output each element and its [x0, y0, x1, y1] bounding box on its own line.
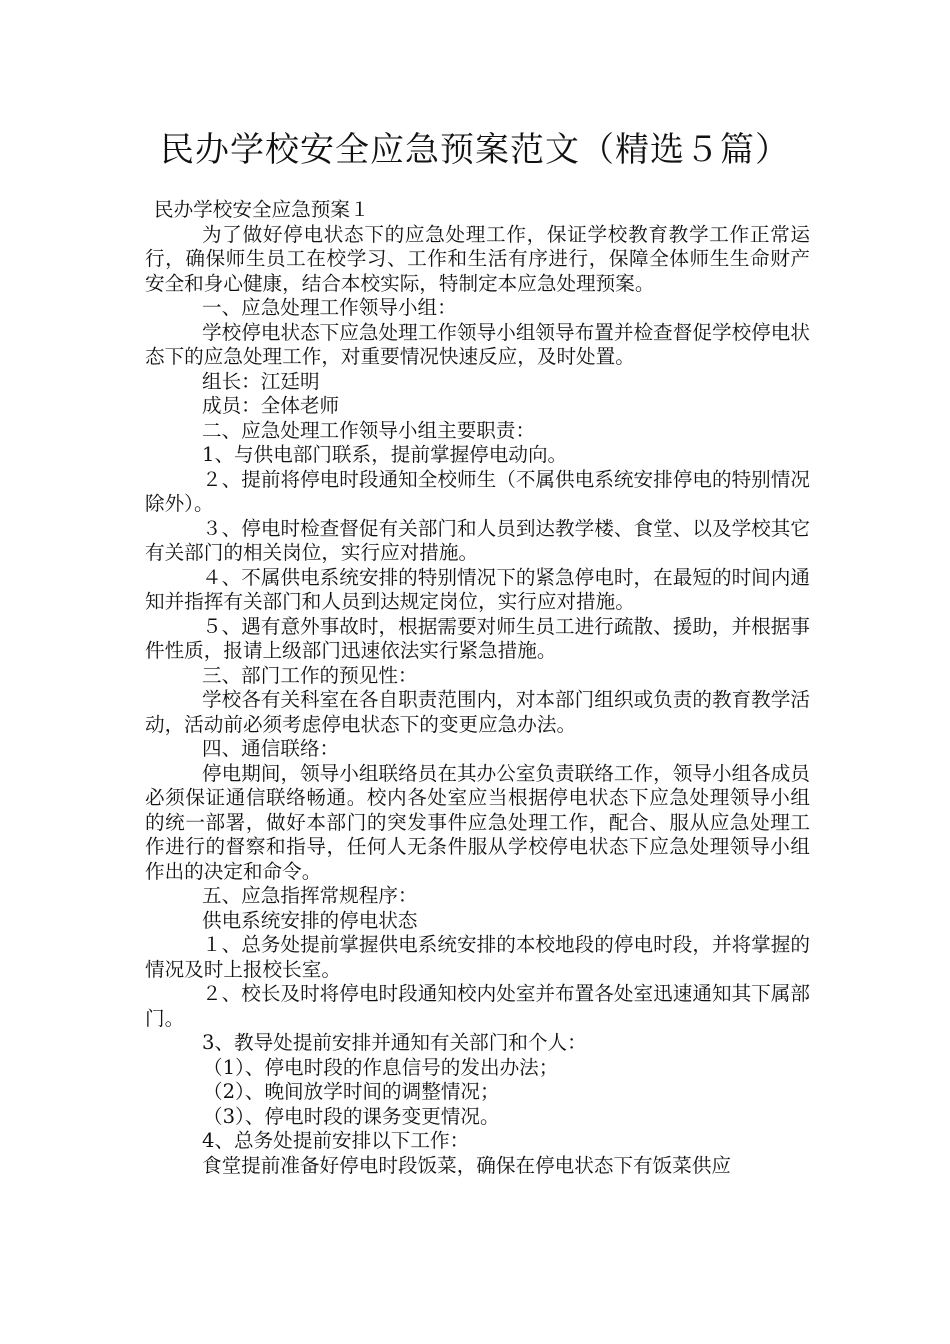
paragraph: 4、总务处提前安排以下工作： [202, 1129, 470, 1152]
paragraph: 三、部门工作的预见性： [202, 663, 418, 687]
paragraph: ２、校长及时将停电时段通知校内处室并布置各处室迅速通知其下属部门。 [145, 982, 810, 1030]
paragraph: ４、不属供电系统安排的特别情况下的紧急停电时，在最短的时间内通知并指挥有关部门和人员到达规定岗位，实行应对措施。 [145, 565, 810, 613]
paragraph: 民办学校安全应急预案１ [154, 198, 370, 221]
paragraph: （3）、停电时段的课务变更情况。 [203, 1104, 500, 1128]
document-body [145, 198, 810, 1178]
paragraph: 供电系统安排的停电状态 [202, 908, 418, 932]
paragraph: ５、遇有意外事故时，根据需要对师生员工进行疏散、援助，并根据事件性质，报请上级部门迅速依法实行紧急措施。 [145, 614, 810, 662]
paragraph: （2）、晚间放学时间的调整情况； [203, 1080, 500, 1103]
paragraph: 学校各有关科室在各自职责范围内，对本部门组织或负责的教育教学活动，活动前必须考虑停电状态下的变更应急办法。 [145, 688, 810, 736]
paragraph: 停电期间，领导小组联络员在其办公室负责联络工作，领导小组各成员必须保证通信联络畅通。校内各处室应当根据停电状态下应急处理领导小组的统一部署，做好本部门的突发事件应急处理工作，配合、服从应急处理工作进行的督察和指导，任何人无条件服从学校停电状态下应急处理领导小组作出的决定和命令。 [145, 761, 810, 883]
paragraph: １、总务处提前掌握供电系统安排的本校地段的停电时段，并将掌握的情况及时上报校长室。 [145, 933, 810, 981]
paragraph: 3、教导处提前安排并通知有关部门和个人： [202, 1031, 587, 1054]
paragraph: 为了做好停电状态下的应急处理工作，保证学校教育教学工作正常运行，确保师生员工在校学习、工作和生活有序进行，保障全体师生生命财产安全和身心健康，结合本校实际，特制定本应急处理预案。 [145, 222, 810, 295]
paragraph: 一、应急处理工作领导小组： [202, 296, 457, 319]
document-title: 民办学校安全应急预案范文（精选５篇） [160, 130, 790, 170]
paragraph: ３、停电时检查督促有关部门和人员到达教学楼、食堂、以及学校其它有关部门的相关岗位，实行应对措施。 [145, 516, 810, 564]
paragraph: 二、应急处理工作领导小组主要职责： [202, 418, 536, 442]
paragraph: （1）、停电时段的作息信号的发出办法； [203, 1055, 559, 1079]
paragraph: 五、应急指挥常规程序： [202, 884, 418, 907]
paragraph: 学校停电状态下应急处理工作领导小组领导布置并检查督促学校停电状态下的应急处理工作，对重要情况快速反应，及时处置。 [145, 320, 810, 368]
paragraph: 1、与供电部门联系，提前掌握停电动向。 [202, 443, 568, 466]
paragraph: 组长：江廷明 [202, 369, 320, 393]
paragraph: 四、通信联络： [202, 737, 340, 760]
paragraph: 食堂提前准备好停电时段饭菜，确保在停电状态下有饭菜供应 [202, 1153, 732, 1177]
paragraph: 成员：全体老师 [202, 394, 340, 417]
paragraph: ２、提前将停电时段通知全校师生（不属供电系统安排停电的特别情况除外）。 [145, 467, 810, 515]
